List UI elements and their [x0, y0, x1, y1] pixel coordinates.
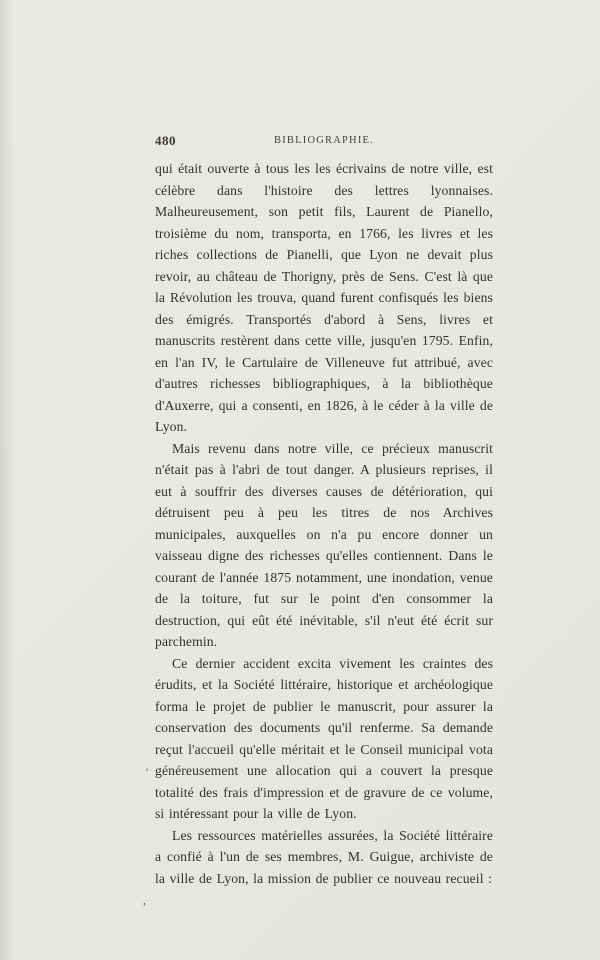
paragraph: Les ressources matérielles assurées, la Société littéraire a confié à l'un de ses membres, M. Guigue, archiviste de la ville de Lyon, la mission de publier ce nouveau recueil :	[155, 827, 493, 886]
scan-artifact-mark: '	[146, 765, 149, 779]
body-text-block	[155, 158, 493, 889]
scan-artifact-mark: ,	[143, 893, 146, 907]
paragraph: Ce dernier accident excita vivement les craintes des érudits, et la Société littéraire, historique et archéologique forma le projet de publier le manuscrit, pour assurer la conservation des documents qu'il renferme. Sa demande reçut l'accueil qu'elle méritait et le Conseil municipal vota généreusement une allocation qui a couvert la presque totalité des frais d'impression et de gravure de ce volume, si intéressant pour la ville de Lyon.	[155, 655, 493, 821]
page-number: 480	[155, 133, 176, 148]
paragraph: Mais revenu dans notre ville, ce précieux manuscrit n'était pas à l'abri de tout danger. A plusieurs reprises, il eut à souffrir des diverses causes de détérioration, qui détruisent peu à peu les titres de nos Archives municipales, auxquelles on n'a pu encore donner un vaisseau digne des richesses qu'elles contiennent. Dans le courant de l'année 1875 notamment, une inondation, venue de la toiture, fut sur le point d'en consommer la destruction, qui eût été inévitable, s'il n'eut été écrit sur parchemin.	[155, 440, 493, 649]
page-header	[155, 133, 493, 149]
running-title: BIBLIOGRAPHIE.	[274, 135, 374, 146]
paragraph-continuation: qui était ouverte à tous les les écrivains de notre ville, est célèbre dans l'histoire des lettres lyonnaises. Malheureusement, son petit fils, Laurent de Pianello, troisième du nom, transporta, en 1766, les livres et les riches collections de Pianelli, que Lyon ne devait plus revoir, au château de Thorigny, près de Sens. C'est là que la Révolution les trouva, quand furent confisqués les biens des émigrés. Transportés d'abord à Sens, livres et manuscrits restèrent dans cette ville, jusqu'en 1795. Enfin, en l'an IV, le Cartulaire de Villeneuve fut attribué, avec d'autres richesses bibliographiques, à la bibliothèque d'Auxerre, qui a consenti, en 1826, à le céder à la ville de Lyon.	[155, 161, 493, 434]
